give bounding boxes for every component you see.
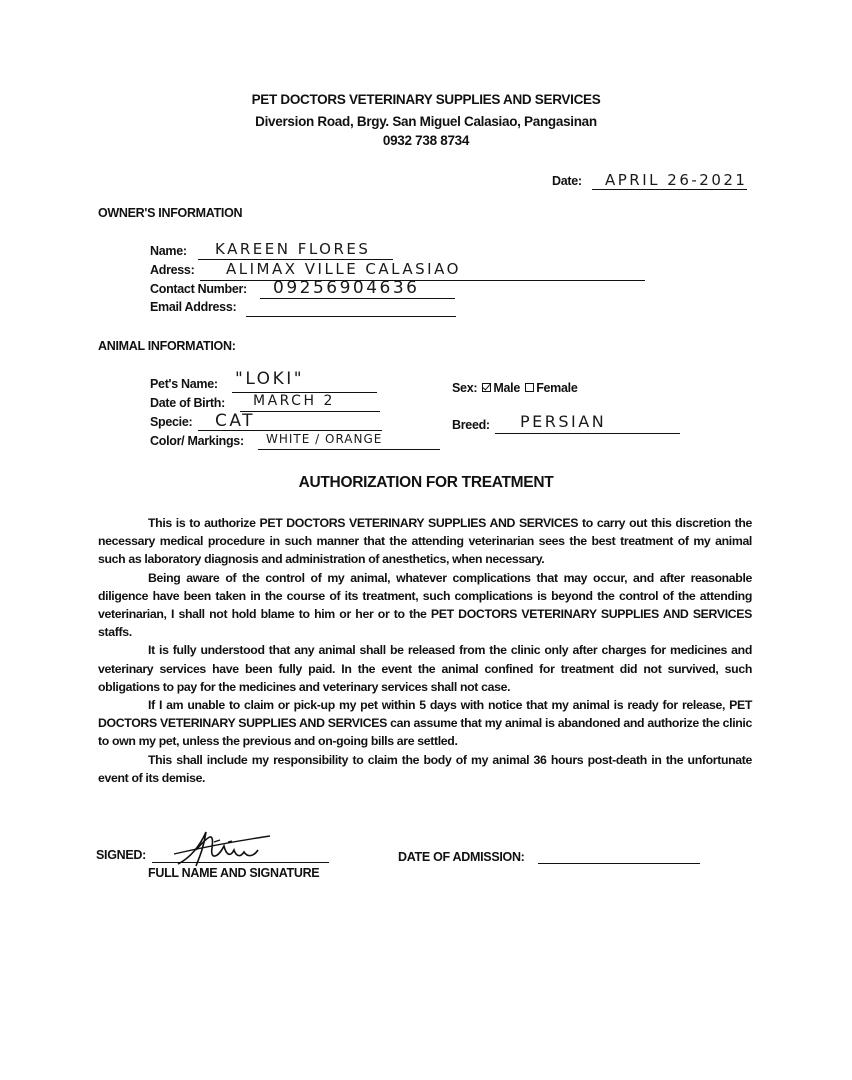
email-label: Email Address:	[150, 300, 237, 314]
authorization-paragraph: Being aware of the control of my animal, whatever complications that may occur, and after reasonable diligence have been taken in the course of its treatment, such complications is beyond the control of the attending veterinarian, I shall not hold blame to him or her or to the PET DOCTORS VETERINARY SUPPLIES AND SERVICES staffs.	[98, 570, 752, 640]
owner-name-value[interactable]: KAREEN FLORES	[215, 240, 371, 258]
date-line	[592, 189, 747, 190]
color-markings-line	[258, 449, 440, 450]
handwritten-signature[interactable]	[170, 828, 275, 870]
pet-name-label: Pet's Name:	[150, 377, 218, 391]
admission-date-label: DATE OF ADMISSION:	[398, 850, 525, 864]
authorization-paragraph: This shall include my responsibility to claim the body of my animal 36 hours post-death in the unfortunate event of its demise.	[98, 752, 752, 785]
male-checkbox[interactable]	[482, 383, 491, 392]
contact-number-line	[260, 298, 455, 299]
clinic-phone: 0932 738 8734	[382, 133, 470, 148]
date-value[interactable]: APRIL 26-2021	[605, 171, 748, 189]
owner-address-value[interactable]: ALIMAX VILLE CALASIAO	[226, 260, 461, 278]
dob-value[interactable]: MARCH 2	[253, 393, 335, 409]
contact-number-value[interactable]: 09256904636	[273, 278, 420, 298]
owner-section-title: OWNER'S INFORMATION	[98, 206, 243, 220]
female-checkbox[interactable]	[525, 383, 534, 392]
color-markings-label: Color/ Markings:	[150, 434, 244, 448]
male-option-label: Male	[493, 381, 520, 395]
admission-date-line	[538, 863, 700, 864]
breed-label: Breed:	[452, 418, 490, 432]
color-markings-value[interactable]: WHITE / ORANGE	[266, 432, 383, 446]
sex-label: Sex:	[452, 381, 478, 395]
pet-name-value[interactable]: "LOKI"	[235, 369, 305, 389]
authorization-paragraph: If I am unable to claim or pick-up my pet within 5 days with notice that my animal is ready for release, PET DOCTORS VETERINARY SUPPLIES AND SERVICES can assume that my animal is abandoned and authorize the clinic to own my pet, unless the previous and on-going bills are settled.	[98, 698, 752, 749]
authorization-paragraph: This is to authorize PET DOCTORS VETERINARY SUPPLIES AND SERVICES to carry out this discretion the necessary medical procedure in such manner that the attending veterinarian sees the best treatment of my animal such as laboratory diagnosis and administration of anesthetics, when necessary.	[98, 516, 752, 567]
dob-label: Date of Birth:	[150, 396, 225, 410]
breed-line	[495, 433, 680, 434]
owner-address-line	[200, 280, 645, 281]
species-label: Specie:	[150, 415, 193, 429]
owner-address-label: Adress:	[150, 263, 195, 277]
owner-name-label: Name:	[150, 244, 187, 258]
species-value[interactable]: CAT	[215, 411, 256, 431]
contact-number-label: Contact Number:	[150, 282, 247, 296]
email-line	[246, 316, 456, 317]
animal-section-title: ANIMAL INFORMATION:	[98, 339, 236, 353]
signature-caption: FULL NAME AND SIGNATURE	[148, 866, 320, 880]
female-option-label: Female	[536, 381, 578, 395]
authorization-body	[98, 514, 752, 787]
sex-field	[452, 381, 577, 395]
clinic-address: Diversion Road, Brgy. San Miguel Calasiao, Pangasinan	[255, 114, 597, 129]
clinic-name: PET DOCTORS VETERINARY SUPPLIES AND SERVICES	[251, 92, 601, 107]
date-label: Date:	[552, 174, 582, 188]
signed-label: SIGNED:	[96, 848, 146, 862]
breed-value[interactable]: PERSIAN	[520, 412, 607, 431]
authorization-paragraph: It is fully understood that any animal shall be released from the clinic only after charges for medicines and veterinary services have been fully paid. In the event the animal confined for treatment did not survived, such obligations to pay for the medicines and veterinary services shall not case.	[98, 643, 752, 694]
authorization-title: AUTHORIZATION FOR TREATMENT	[298, 474, 554, 491]
dob-line	[240, 411, 380, 412]
